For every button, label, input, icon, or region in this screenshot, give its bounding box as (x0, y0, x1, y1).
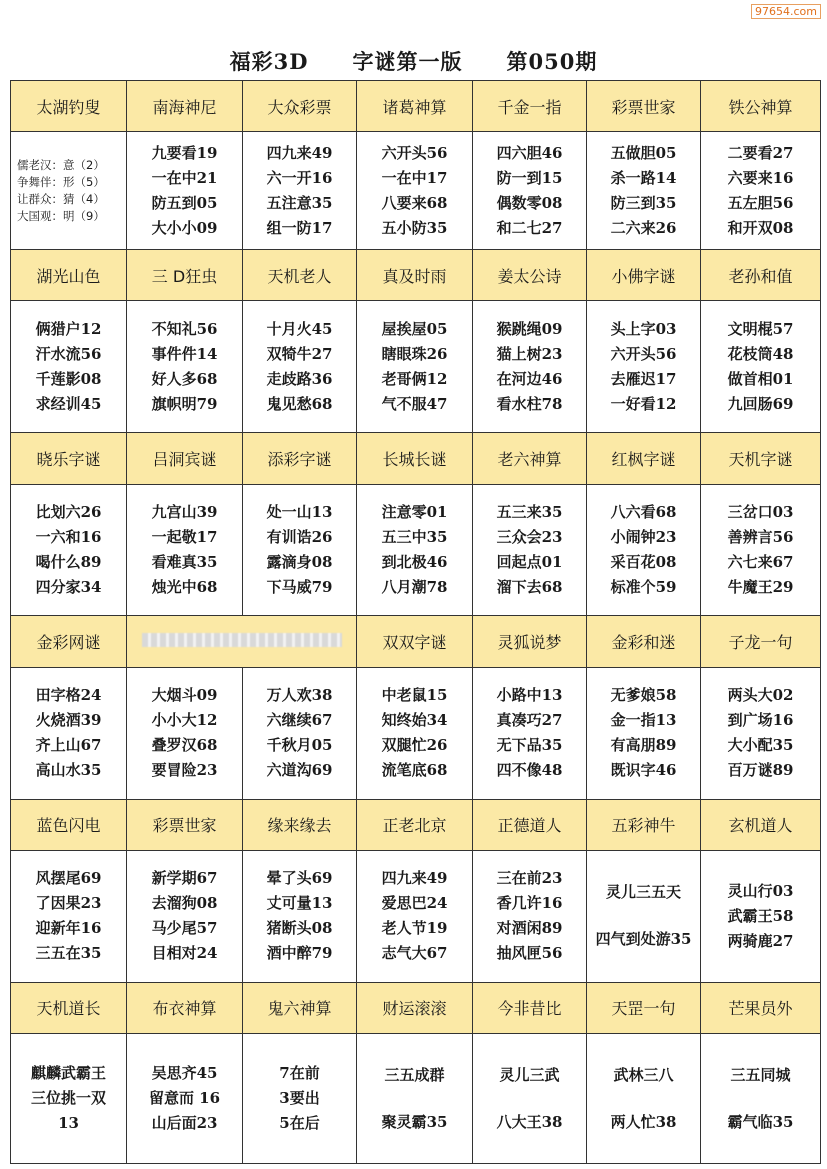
riddle-cell (701, 301, 821, 433)
riddle-line: 3要出 (279, 1089, 320, 1108)
riddle-line: 到广场16 (727, 711, 794, 730)
title-lottery: 福彩3D (229, 49, 309, 74)
riddle-line: 六开头56 (610, 344, 677, 363)
riddle-line: 抽风匣56 (496, 944, 563, 963)
riddle-cell (587, 1034, 701, 1164)
riddle-line: 对酒闲89 (496, 919, 563, 938)
riddle-line: 猪断头08 (266, 919, 333, 938)
cell-spacer (587, 1088, 700, 1110)
column-header: 晓乐字谜 (11, 433, 127, 484)
riddle-line: 组一防17 (266, 218, 333, 237)
riddle-line: 大小配35 (727, 736, 794, 755)
riddle-line: 一六和16 (35, 528, 102, 546)
header-row (11, 433, 821, 484)
column-header: 芒果员外 (701, 982, 821, 1033)
riddle-line: 九宫山39 (151, 503, 218, 521)
riddle-line: 风摆尾69 (35, 869, 102, 888)
riddle-line: 吴思齐45 (151, 1064, 218, 1083)
column-header: 老六神算 (473, 433, 587, 484)
riddle-line: 香几许16 (496, 894, 563, 913)
riddle-line: 大烟斗09 (151, 686, 218, 705)
riddle-line: 知终始34 (381, 711, 448, 730)
riddle-line: 到北极46 (381, 553, 448, 571)
riddle-line: 目相对24 (151, 944, 218, 963)
column-header: 天机老人 (243, 250, 357, 301)
column-header: 诸葛神算 (357, 81, 473, 132)
riddle-line: 气不服47 (381, 394, 448, 413)
riddle-line: 灵山行03 (727, 881, 794, 900)
riddle-cell (357, 850, 473, 982)
page-title (0, 44, 827, 78)
riddle-line: 鬼见愁68 (266, 394, 333, 413)
riddle-line: 有高朋89 (610, 736, 677, 755)
riddle-line: 烛光中68 (151, 578, 218, 596)
riddle-cell (701, 484, 821, 616)
site-watermark: 97654.com (751, 4, 821, 19)
riddle-line: 百万谜89 (727, 761, 794, 780)
riddle-line: 三五同城 (730, 1065, 791, 1084)
riddle-cell (357, 667, 473, 799)
riddle-cell (357, 132, 473, 250)
riddle-line: 六开头56 (381, 143, 448, 162)
riddle-line: 齐上山67 (35, 736, 102, 755)
riddle-line: 瞎眼珠26 (381, 344, 448, 363)
riddle-line: 猴跳绳09 (496, 319, 563, 338)
column-header: 吕洞宾谜 (127, 433, 243, 484)
riddle-line: 看水柱78 (496, 394, 563, 413)
riddle-line: 有训诰26 (266, 528, 333, 546)
column-header: 天罡一句 (587, 982, 701, 1033)
riddle-cell (11, 301, 127, 433)
riddle-cell (473, 484, 587, 616)
cell-spacer (587, 905, 700, 927)
riddle-line: 迎新年16 (35, 919, 102, 938)
riddle-line: 留意而 16 (148, 1089, 221, 1108)
riddle-line: 求经训45 (35, 394, 102, 413)
riddle-line: 三众会23 (496, 528, 563, 546)
title-edition: 字谜第一版 (352, 49, 463, 74)
content-row (11, 132, 821, 250)
riddle-line: 武林三八 (613, 1065, 674, 1084)
riddle-cell (701, 132, 821, 250)
riddle-line: 一在中17 (381, 168, 448, 187)
content-row (11, 1034, 821, 1164)
content-row (11, 301, 821, 433)
riddle-line: 两人忙38 (610, 1112, 677, 1131)
header-row (11, 616, 821, 667)
cell-spacer (357, 1088, 472, 1110)
riddle-line: 一好看12 (610, 394, 677, 413)
riddle-line: 酒中醉79 (266, 944, 333, 963)
riddle-line: 头上字03 (610, 319, 677, 338)
clue-line: 争舞伴：形（5） (17, 174, 105, 189)
column-header: 缘来缘去 (243, 799, 357, 850)
riddle-line: 田字格24 (35, 686, 102, 705)
riddle-line: 旗帜明79 (151, 394, 218, 413)
column-header: 添彩字谜 (243, 433, 357, 484)
riddle-cell (11, 667, 127, 799)
riddle-cell (127, 301, 243, 433)
riddle-line: 三在前23 (496, 869, 563, 888)
riddle-line: 和开双08 (727, 218, 794, 237)
riddle-cell (357, 484, 473, 616)
riddle-line: 五做胆05 (610, 143, 677, 162)
column-header: 金彩网谜 (11, 616, 127, 667)
riddle-line: 杀一路14 (610, 168, 677, 187)
column-header: 子龙一句 (701, 616, 821, 667)
riddle-line: 喝什么89 (35, 553, 102, 571)
riddle-line: 丈可量13 (266, 894, 333, 913)
riddle-line: 偶数零08 (496, 193, 563, 212)
riddle-line: 八要来68 (381, 193, 448, 212)
column-header: 三 D狂虫 (127, 250, 243, 301)
riddle-line: 四六胆46 (496, 143, 563, 162)
riddle-line: 文明棍57 (727, 319, 794, 338)
riddle-cell (587, 667, 701, 799)
riddle-line: 九回肠69 (727, 394, 794, 413)
column-header: 五彩神牛 (587, 799, 701, 850)
riddle-line: 回起点01 (496, 553, 563, 571)
riddle-cell (127, 1034, 243, 1164)
clue-line: 儒老汉：意（2） (17, 157, 105, 172)
riddle-line: 高山水35 (35, 761, 102, 780)
riddle-line: 叠罗汉68 (151, 736, 218, 755)
riddle-line: 下马威79 (266, 578, 333, 596)
riddle-line: 四九来49 (381, 869, 448, 888)
riddle-line: 马少尾57 (151, 919, 218, 938)
riddle-line: 灵儿三武 (499, 1065, 560, 1084)
riddle-line: 屋挨屋05 (381, 319, 448, 338)
riddle-line: 双犄牛27 (266, 344, 333, 363)
riddle-line: 注意零01 (381, 503, 448, 521)
riddle-cell (473, 301, 587, 433)
column-header: 小佛字谜 (587, 250, 701, 301)
header-row (11, 250, 821, 301)
riddle-line: 猫上树23 (496, 344, 563, 363)
riddle-line: 五注意35 (266, 193, 333, 212)
riddle-line: 爱思巴24 (381, 894, 448, 913)
content-row (11, 850, 821, 982)
riddle-cell (587, 132, 701, 250)
column-header: 老孙和值 (701, 250, 821, 301)
riddle-cell (127, 667, 243, 799)
content-row (11, 667, 821, 799)
riddle-line: 两头大02 (727, 686, 794, 705)
header-row (11, 81, 821, 132)
riddle-line: 麒麟武霸王 (30, 1064, 106, 1083)
riddle-cell (357, 301, 473, 433)
riddle-line: 六要来16 (727, 168, 794, 187)
column-header: 今非昔比 (473, 982, 587, 1033)
column-header: 彩票世家 (127, 799, 243, 850)
riddle-cell (473, 132, 587, 250)
column-header (127, 616, 357, 667)
riddle-line: 千秋月05 (266, 736, 333, 755)
riddle-line: 三五成群 (384, 1065, 445, 1084)
riddle-line: 走歧路36 (266, 369, 333, 388)
content-row (11, 484, 821, 616)
riddle-line: 六七来67 (727, 553, 794, 571)
column-header: 天机字谜 (701, 433, 821, 484)
riddle-line: 和二七27 (496, 218, 563, 237)
riddle-line: 四分家34 (35, 578, 102, 596)
riddle-line: 五小防35 (381, 218, 448, 237)
column-header: 长城长谜 (357, 433, 473, 484)
column-header: 双双字谜 (357, 616, 473, 667)
column-header: 彩票世家 (587, 81, 701, 132)
riddle-cell (127, 850, 243, 982)
riddle-line: 防五到05 (151, 193, 218, 212)
column-header: 铁公神算 (701, 81, 821, 132)
riddle-line: 事件件14 (151, 344, 218, 363)
riddle-line: 去雁迟17 (610, 369, 677, 388)
riddle-line: 大小小09 (151, 218, 218, 237)
riddle-line: 牛魔王29 (727, 578, 794, 596)
column-header: 布衣神算 (127, 982, 243, 1033)
riddle-line: 看难真35 (151, 553, 218, 571)
riddle-line: 四不像48 (496, 761, 563, 780)
riddle-cell (701, 1034, 821, 1164)
cell-spacer (701, 1088, 820, 1110)
riddle-line: 处一山13 (266, 503, 333, 521)
column-header: 金彩和迷 (587, 616, 701, 667)
column-header: 财运滚滚 (357, 982, 473, 1033)
riddle-line: 八六看68 (610, 503, 677, 521)
riddle-line: 防一到15 (496, 168, 563, 187)
riddle-cell (587, 850, 701, 982)
riddle-line: 六一开16 (266, 168, 333, 187)
riddle-line: 灵儿三五天 (605, 883, 681, 902)
riddle-line: 六继续67 (266, 711, 333, 730)
column-header: 鬼六神算 (243, 982, 357, 1033)
column-header: 姜太公诗 (473, 250, 587, 301)
riddle-cell (11, 850, 127, 982)
title-issue: 第050期 (506, 49, 598, 74)
riddle-line: 万人欢38 (266, 686, 333, 705)
riddle-line: 六道沟69 (266, 761, 333, 780)
riddle-line: 金一指13 (610, 711, 677, 730)
riddle-line: 5在后 (279, 1114, 320, 1133)
riddle-table (10, 80, 821, 1164)
riddle-line: 新学期67 (151, 869, 218, 888)
riddle-cell (473, 1034, 587, 1164)
riddle-line: 五左胆56 (727, 193, 794, 212)
riddle-line: 7在前 (279, 1064, 320, 1083)
riddle-line: 花枝筒48 (727, 344, 794, 363)
riddle-line: 标准个59 (610, 578, 677, 596)
riddle-cell (243, 850, 357, 982)
riddle-line: 既识字46 (610, 761, 677, 780)
riddle-line: 好人多68 (151, 369, 218, 388)
header-row (11, 982, 821, 1033)
riddle-cell (127, 132, 243, 250)
riddle-cell (243, 667, 357, 799)
column-header: 正老北京 (357, 799, 473, 850)
riddle-line: 采百花08 (610, 553, 677, 571)
riddle-line: 真凑巧27 (496, 711, 563, 730)
riddle-line: 流笔底68 (381, 761, 448, 780)
riddle-line: 火烧酒39 (35, 711, 102, 730)
column-header: 湖光山色 (11, 250, 127, 301)
riddle-line: 二要看27 (727, 143, 794, 162)
riddle-line: 两骑鹿27 (727, 931, 794, 950)
riddle-cell (587, 301, 701, 433)
riddle-line: 老人节19 (381, 919, 448, 938)
riddle-cell (243, 132, 357, 250)
riddle-cell (473, 667, 587, 799)
riddle-line: 一起敬17 (151, 528, 218, 546)
riddle-cell (127, 484, 243, 616)
riddle-line: 武霸王58 (727, 906, 794, 925)
riddle-cell (701, 667, 821, 799)
riddle-cell (473, 850, 587, 982)
riddle-cell (11, 132, 127, 250)
riddle-line: 二六来26 (610, 218, 677, 237)
riddle-line: 一在中21 (151, 168, 218, 187)
riddle-line: 13 (58, 1114, 79, 1133)
riddle-line: 去溜狗08 (151, 894, 218, 913)
riddle-line: 三五在35 (35, 944, 102, 963)
riddle-cell (11, 1034, 127, 1164)
riddle-line: 三岔口03 (727, 503, 794, 521)
column-header: 真及时雨 (357, 250, 473, 301)
column-header: 灵狐说梦 (473, 616, 587, 667)
riddle-line: 做首相01 (727, 369, 794, 388)
riddle-line: 防三到35 (610, 193, 677, 212)
riddle-line: 志气大67 (381, 944, 448, 963)
riddle-cell (701, 850, 821, 982)
riddle-line: 小小大12 (151, 711, 218, 730)
riddle-line: 八月潮78 (381, 578, 448, 596)
cell-spacer (473, 1088, 586, 1110)
riddle-line: 无下品35 (496, 736, 563, 755)
riddle-line: 不知礼56 (151, 319, 218, 338)
riddle-line: 要冒险23 (151, 761, 218, 780)
riddle-line: 四气到处游35 (595, 930, 692, 949)
riddle-line: 善辨言56 (727, 528, 794, 546)
riddle-line: 聚灵霸35 (381, 1112, 448, 1131)
column-header: 天机道长 (11, 982, 127, 1033)
column-header: 正德道人 (473, 799, 587, 850)
column-header: 玄机道人 (701, 799, 821, 850)
riddle-line: 八大王38 (496, 1112, 563, 1131)
column-header: 千金一指 (473, 81, 587, 132)
riddle-cell (243, 301, 357, 433)
riddle-cell (357, 1034, 473, 1164)
blurred-header-text (142, 633, 342, 647)
clue-line: 让群众：猜（4） (17, 191, 105, 206)
riddle-cell (11, 484, 127, 616)
riddle-line: 五三来35 (496, 503, 563, 521)
column-header: 南海神尼 (127, 81, 243, 132)
riddle-cell (587, 484, 701, 616)
riddle-line: 山后面23 (151, 1114, 218, 1133)
riddle-cell (243, 1034, 357, 1164)
riddle-line: 无爹娘58 (610, 686, 677, 705)
column-header: 大众彩票 (243, 81, 357, 132)
column-header: 红枫字谜 (587, 433, 701, 484)
riddle-line: 晕了头69 (266, 869, 333, 888)
riddle-line: 俩猎户12 (35, 319, 102, 338)
riddle-line: 老哥俩12 (381, 369, 448, 388)
riddle-line: 四九来49 (266, 143, 333, 162)
riddle-line: 霸气临35 (727, 1112, 794, 1131)
riddle-line: 小路中13 (496, 686, 563, 705)
riddle-line: 千莲影08 (35, 369, 102, 388)
column-header: 太湖钓叟 (11, 81, 127, 132)
riddle-line: 比划六26 (35, 503, 102, 521)
riddle-line: 小闹钟23 (610, 528, 677, 546)
riddle-line: 中老鼠15 (381, 686, 448, 705)
riddle-line: 十月火45 (266, 319, 333, 338)
riddle-line: 溜下去68 (496, 578, 563, 596)
riddle-line: 双腿忙26 (381, 736, 448, 755)
clue-line: 大国观：明（9） (17, 208, 105, 223)
header-row (11, 799, 821, 850)
riddle-line: 五三中35 (381, 528, 448, 546)
riddle-line: 露滴身08 (266, 553, 333, 571)
riddle-line: 汗水流56 (35, 344, 102, 363)
riddle-line: 三位挑一双 (30, 1089, 106, 1108)
riddle-cell (243, 484, 357, 616)
riddle-line: 了因果23 (35, 894, 102, 913)
riddle-line: 在河边46 (496, 369, 563, 388)
column-header: 蓝色闪电 (11, 799, 127, 850)
riddle-line: 九要看19 (151, 143, 218, 162)
